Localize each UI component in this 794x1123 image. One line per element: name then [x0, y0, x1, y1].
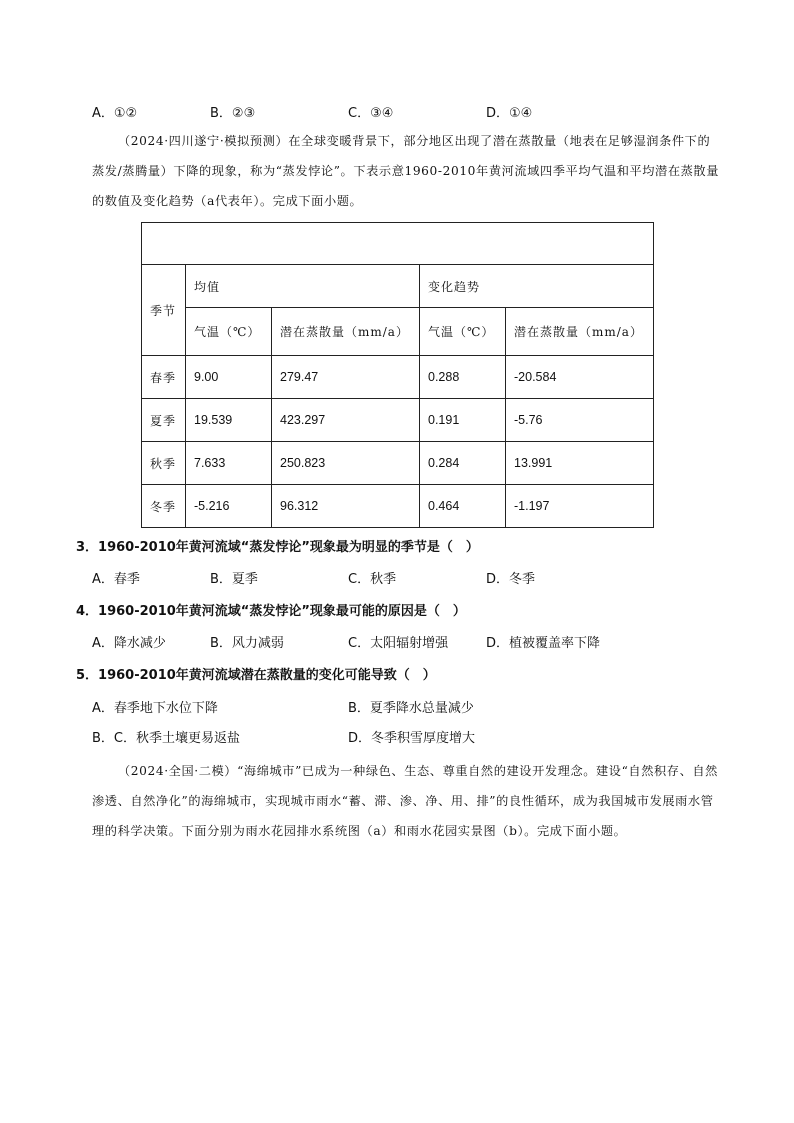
trend-evap-cell: -20.584: [506, 356, 654, 399]
question-3-stem: 3．1960-2010年黄河流域“蒸发悖论”现象最为明显的季节是（ ）: [76, 540, 479, 555]
outro-paragraph: [92, 756, 722, 846]
season-cell: 夏季: [142, 399, 186, 442]
mean-temp-cell: 19.539: [186, 399, 272, 442]
table-row: [142, 399, 654, 442]
intro-paragraph: [92, 126, 722, 216]
option-a[interactable]: A．①②: [92, 106, 138, 121]
trend-group-header: 变化趋势: [420, 265, 654, 308]
season-header: 季节: [142, 265, 186, 356]
q5-option-c[interactable]: B．C．秋季土壤更易返盐: [92, 731, 240, 746]
question-5-stem: 5．1960-2010年黄河流域潜在蒸散量的变化可能导致（ ）: [76, 668, 436, 683]
question-4-stem: 4．1960-2010年黄河流域“蒸发悖论”现象最可能的原因是（ ）: [76, 604, 466, 619]
trend-temp-cell: 0.288: [420, 356, 506, 399]
mean-evap-cell: 250.823: [272, 442, 420, 485]
table-row: [142, 485, 654, 528]
q4-option-d[interactable]: D．植被覆盖率下降: [486, 636, 601, 651]
mean-temp-cell: 9.00: [186, 356, 272, 399]
trend-temp-cell: 0.464: [420, 485, 506, 528]
mean-temp-cell: 7.633: [186, 442, 272, 485]
q3-option-c[interactable]: C．秋季: [348, 572, 397, 587]
trend-evap-cell: -5.76: [506, 399, 654, 442]
table-header-row: [142, 265, 654, 308]
mean-evap-cell: 423.297: [272, 399, 420, 442]
option-c[interactable]: C．③④: [348, 106, 394, 121]
q3-option-a[interactable]: A．春季: [92, 572, 140, 587]
option-b[interactable]: B．②③: [210, 106, 256, 121]
table-title: [142, 223, 654, 265]
mean-temp-cell: -5.216: [186, 485, 272, 528]
mean-group-header: 均值: [186, 265, 420, 308]
season-cell: 冬季: [142, 485, 186, 528]
mean-evap-header: 潜在蒸散量（mm/a）: [272, 308, 420, 356]
intro-source: （2024·四川遂宁·模拟预测）: [118, 134, 289, 148]
q5-option-a[interactable]: A．春季地下水位下降: [92, 701, 218, 716]
q3-option-b[interactable]: B．夏季: [210, 572, 258, 587]
q5-option-d[interactable]: D．冬季积雪厚度增大: [348, 731, 476, 746]
intro-text: 在全球变暖背景下，部分地区出现了潜在蒸散量（地表在足够湿润条件下的蒸发/蒸腾量）下降的现象，称为“蒸发悖论”。下表示意1960-2010年黄河流域四季平均气温和平均潜在蒸散量的数值及变化趋势（a代表年）。完成下面小题。: [92, 134, 719, 208]
outro-text: “海绵城市”已成为一种绿色、生态、尊重自然的建设开发理念。建设“自然积存、自然渗透、自然净化”的海绵城市，实现城市雨水“蓄、滞、渗、净、用、排”的良性循环，成为我国城市发展雨水管理的科学决策。下面分别为雨水花园排水系统图（a）和雨水花园实景图（b）。完成下面小题。: [92, 764, 718, 838]
data-table: [141, 222, 654, 528]
trend-evap-header: 潜在蒸散量（mm/a）: [506, 308, 654, 356]
q5-option-b[interactable]: B．夏季降水总量减少: [348, 701, 474, 716]
mean-temp-header: 气温（℃）: [186, 308, 272, 356]
q4-option-c[interactable]: C．太阳辐射增强: [348, 636, 449, 651]
season-cell: 春季: [142, 356, 186, 399]
mean-evap-cell: 96.312: [272, 485, 420, 528]
option-d[interactable]: D．①④: [486, 106, 533, 121]
q4-option-b[interactable]: B．风力减弱: [210, 636, 284, 651]
q3-option-d[interactable]: D．冬季: [486, 572, 536, 587]
table-row: [142, 442, 654, 485]
trend-evap-cell: -1.197: [506, 485, 654, 528]
q4-option-a[interactable]: A．降水减少: [92, 636, 166, 651]
trend-temp-cell: 0.284: [420, 442, 506, 485]
table-title-row: [142, 223, 654, 265]
outro-source: （2024·全国·二模）: [118, 764, 238, 778]
table-row: [142, 356, 654, 399]
trend-temp-cell: 0.191: [420, 399, 506, 442]
season-cell: 秋季: [142, 442, 186, 485]
trend-temp-header: 气温（℃）: [420, 308, 506, 356]
table-subheader-row: [142, 308, 654, 356]
mean-evap-cell: 279.47: [272, 356, 420, 399]
trend-evap-cell: 13.991: [506, 442, 654, 485]
